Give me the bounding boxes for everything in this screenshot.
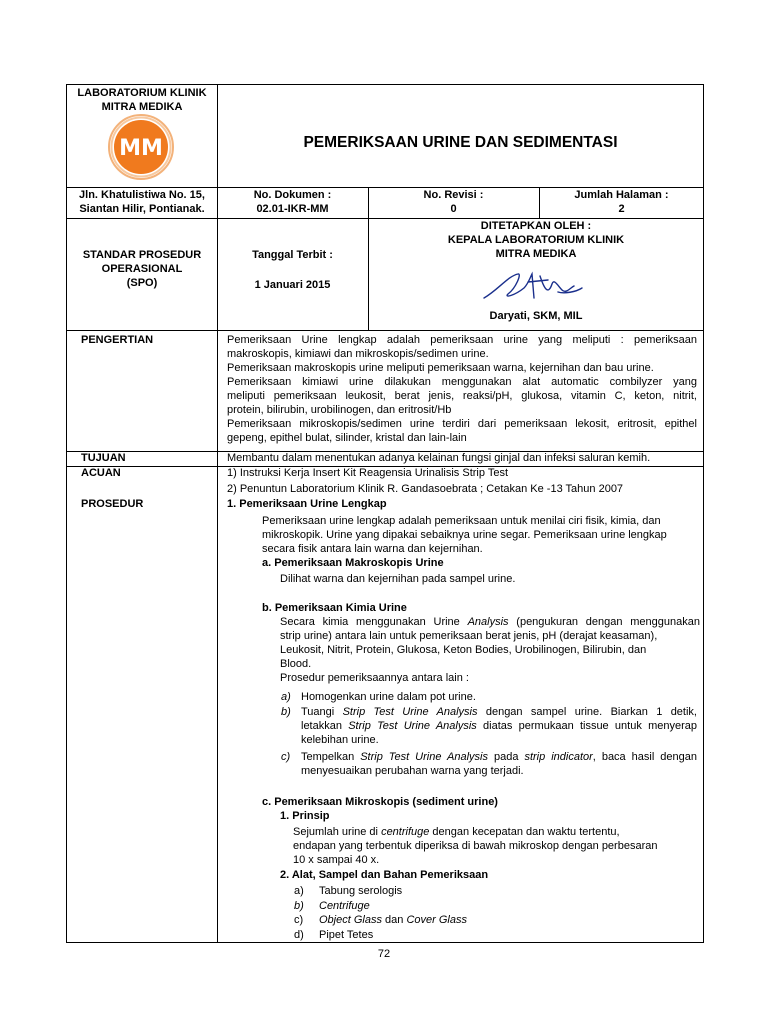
heading-makroskopis: a. Pemeriksaan Makroskopis Urine [262, 557, 444, 569]
step-a-text: Homogenkan urine dalam pot urine. [301, 691, 476, 703]
pengertian-text: Pemeriksaan Urine lengkap adalah pemeriksaan urine yang meliputi : pemeriksaan makroskopis, kimiawi dan mikroskopis/sedimen urine. Pemeriksaan makroskopis urine meliputi pemeriksaan warna, kejernihan dan bau urine. Pemeriksaan kimiawi urine dilakukan menggunakan alat automatic combilyzer yang meliputi pemeriksaan leukosit, berat jenis, reaksi/pH, glukosa, vitamin C, keton, nitrit, protein, bilirubin, urobilinogen, dan eritrosit/Hb Pemeriksaan mikroskopis/sedimen urine terdiri dari pemeriksaan lekosit, eritrosit, epithel gepeng, epithel bulat, silinder, kristal dan lain-lain [227, 334, 697, 444]
lab-name: LABORATORIUM KLINIK MITRA MEDIKA [77, 87, 207, 113]
heading-alat: 2. Alat, Sampel dan Bahan Pemeriksaan [280, 869, 489, 881]
kimia-text: Secara kimia menggunakan Urine Analysis (pengukuran dengan menggunakan strip urine) antara lain untuk pemeriksaan berat jenis, pH (derajat keasaman), Leukosit, Nitrit, Protein, Glukosa, Keton Bodies, Urobilinogen, Bilirubin, dan Blood. Prosedur pemeriksaannya antara lain : [280, 616, 700, 684]
heading-prinsip: 1. Prinsip [280, 810, 330, 822]
pengertian-label: PENGERTIAN [81, 334, 154, 346]
acuan-label: ACUAN [81, 467, 121, 479]
approval-block: DITETAPKAN OLEH : KEPALA LABORATORIUM KLINIK MITRA MEDIKA [447, 220, 625, 260]
prosedur-paragraph-1: Pemeriksaan urine lengkap adalah pemeriksaan untuk menilai ciri fisik, kimia, dan mikroskopik. Urine yang dipakai sebaiknya urine segar. Pemeriksaan urine lengkap secara fisik antara lain warna dan kejernihan. [262, 515, 667, 555]
document-number: No. Dokumen : 02.01-IKR-MM [253, 189, 332, 215]
tool-a-text: Tabung serologis [319, 885, 403, 897]
prosedur-heading-1: 1. Pemeriksaan Urine Lengkap [227, 498, 387, 510]
acuan-item-2: 2) Penuntun Laboratorium Klinik R. Gandasoebrata ; Cetakan Ke -13 Tahun 2007 [227, 483, 624, 495]
step-c-marker: c) [281, 751, 291, 763]
revision-number: No. Revisi : 0 [423, 189, 484, 215]
issue-date: Tanggal Terbit : 1 Januari 2015 [252, 249, 333, 291]
prinsip-text: Sejumlah urine di centrifuge dengan kecepatan dan waktu tertentu, endapan yang terbentuk diperiksa di bawah mikroskop dengan perbesaran 10 x sampai 40 x. [293, 826, 658, 866]
tujuan-label: TUJUAN [81, 452, 126, 464]
spo-label: STANDAR PROSEDUR OPERASIONAL (SPO) [82, 249, 202, 289]
page-number: 72 [377, 948, 391, 960]
signature [478, 268, 590, 306]
lab-logo [108, 114, 174, 180]
step-b-marker: b) [281, 706, 291, 718]
step-b-text: Tuangi Strip Test Urine Analysis dengan sampel urine. Biarkan 1 detik, letakkan Strip Test Urine Analysis diatas permukaan tissue untuk menyerap kelebihan urine. [301, 706, 697, 746]
page-count: Jumlah Halaman : 2 [574, 189, 669, 215]
tujuan-text: Membantu dalam menentukan adanya kelainan fungsi ginjal dan infeksi saluran kemih. [227, 452, 651, 464]
lab-address: Jln. Khatulistiwa No. 15, Siantan Hilir, Pontianak. [79, 189, 205, 215]
heading-kimia: b. Pemeriksaan Kimia Urine [262, 602, 407, 614]
tool-b-marker: b) [294, 900, 304, 912]
tool-a-marker: a) [294, 885, 304, 897]
heading-mikroskopis: c. Pemeriksaan Mikroskopis (sediment urine) [262, 796, 498, 808]
tool-c-text: Object Glass dan Cover Glass [319, 914, 467, 926]
acuan-item-1: 1) Instruksi Kerja Insert Kit Reagensia Urinalisis Strip Test [227, 467, 509, 479]
tool-b-text: Centrifuge [319, 900, 370, 912]
step-c-text: Tempelkan Strip Test Urine Analysis pada strip indicator, baca hasil dengan menyesuaikan perubahan warna yang terjadi. [301, 751, 697, 777]
makroskopis-text: Dilihat warna dan kejernihan pada sampel urine. [280, 573, 516, 585]
step-a-marker: a) [281, 691, 291, 703]
signer-name: Daryati, SKM, MIL [489, 310, 583, 322]
tool-c-marker: c) [294, 914, 304, 926]
prosedur-label: PROSEDUR [81, 498, 144, 510]
logo-text: MM [119, 136, 163, 161]
tool-d-marker: d) [294, 929, 304, 941]
tool-d-text: Pipet Tetes [319, 929, 374, 941]
document-title: PEMERIKSAAN URINE DAN SEDIMENTASI [303, 134, 618, 151]
